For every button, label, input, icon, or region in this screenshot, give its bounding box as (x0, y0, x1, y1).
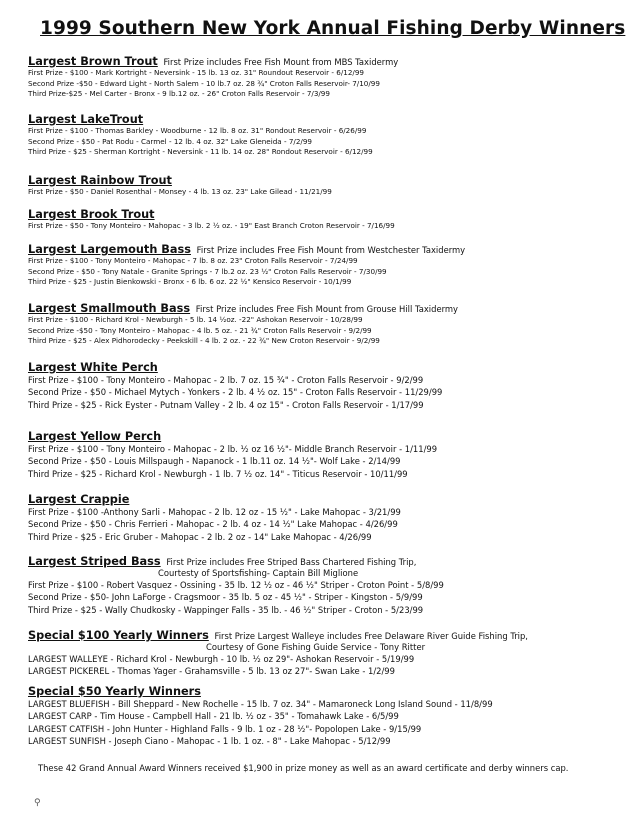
section-header (28, 362, 622, 374)
section-rainbow-trout (28, 175, 622, 198)
section-lake-trout (28, 114, 622, 158)
prize-line: Second Prize - $50 - Michael Mytych - Yonkers - 2 lb. 4 ½ oz. 15" - Croton Falls Reservoir - 11/29/99 (28, 387, 443, 398)
section-sub-note: Courtesy of Gone Fishing Guide Service - Tony Ritter (206, 642, 426, 652)
prize-line: First Prize - $100 - Tony Monteiro - Mahopac - 2 lb. ½ oz 16 ½"- Middle Branch Reservoir - 1/11/99 (28, 444, 438, 454)
prize-line: Second Prize - $50 - Pat Rodu - Carmel - 12 lb. 4 oz. 32" Lake Gleneida - 7/2/99 (28, 136, 312, 146)
section-brown-trout (28, 56, 622, 100)
prize-line: First Prize - $100 - Thomas Barkley - Woodburne - 12 lb. 8 oz. 31" Rondout Reservoir - 6/26/99 (28, 126, 367, 135)
section-yellow-perch (28, 431, 622, 480)
section-header (28, 686, 622, 698)
section-header (28, 209, 622, 221)
prize-line: LARGEST SUNFISH - Joseph Ciano - Mahopac - 1 lb. 1 oz. - 8" - Lake Mahopac - 5/12/99 (28, 736, 391, 747)
prize-line: LARGEST CARP - Tim House - Campbell Hall - 21 lb. ½ oz - 35" - Tomahawk Lake - 6/5/99 (28, 711, 399, 722)
section-special-100 (28, 630, 622, 678)
section-heading: Largest Largemouth Bass (28, 243, 191, 256)
footer-summary: These 42 Grand Annual Award Winners received $1,900 in prize money as well as an award certificate and derby winners cap. (38, 763, 569, 773)
section-note: First Prize includes Free Fish Mount from MBS Taxidermy (163, 57, 399, 67)
section-header (28, 244, 622, 256)
prize-line: Third Prize - $25 - Eric Gruber - Mahopac - 2 lb. 2 oz - 14" Lake Mahopac - 4/26/99 (28, 531, 372, 542)
prize-line: First Prize - $100 - Richard Krol - Newburgh - 5 lb. 14 ½oz. -22" Ashokan Reservoir - 10/28/99 (28, 315, 363, 324)
prize-line: Third Prize - $25 - Sherman Kortright - Neversink - 11 lb. 14 oz. 28" Rondout Reservoir - 6/12/99 (28, 147, 373, 157)
prize-line: First Prize - $100 -Anthony Sarli - Mahopac - 2 lb. 12 oz - 15 ½" - Lake Mahopac - 3/21/99 (28, 507, 401, 517)
section-header (28, 431, 622, 443)
prize-line: Third Prize - $25 - Alex Pidhorodecky - Peekskill - 4 lb. 2 oz. - 22 ¾" New Croton Reservoir - 9/2/99 (28, 336, 380, 346)
section-brook-trout (28, 209, 622, 232)
section-heading: Special $50 Yearly Winners (28, 685, 201, 698)
section-smallmouth-bass (28, 303, 622, 347)
prize-line: Second Prize - $50 - Tony Natale - Granite Springs - 7 lb.2 oz. 23 ½" Croton Falls Reservoir - 7/30/99 (28, 266, 387, 276)
section-heading: Largest Striped Bass (28, 555, 161, 568)
prize-line: LARGEST PICKEREL - Thomas Yager - Grahamsville - 5 lb. 13 oz 27"- Swan Lake - 1/2/99 (28, 666, 395, 677)
section-header (28, 630, 622, 642)
section-sub-note: Courtesty of Sportsfishing- Captain Bill Miglione (158, 568, 359, 578)
prize-line: LARGEST BLUEFISH - Bill Sheppard - New Rochelle - 15 lb. 7 oz. 34" - Mamaroneck Long Island Sound - 11/8/99 (28, 699, 493, 709)
section-header (28, 556, 622, 568)
prize-line: LARGEST CATFISH - John Hunter - Highland Falls - 9 lb. 1 oz - 28 ½"- Popolopen Lake - 9/15/99 (28, 723, 422, 734)
prize-line: Second Prize - $50 - Louis Millspaugh - Napanock - 1 lb.11 oz. 14 ½"- Wolf Lake - 2/14/99 (28, 456, 401, 467)
prize-line: LARGEST WALLEYE - Richard Krol - Newburgh - 10 lb. ½ oz 29"- Ashokan Reservoir - 5/19/99 (28, 654, 415, 664)
section-heading: Largest Yellow Perch (28, 430, 162, 443)
section-white-perch (28, 362, 622, 411)
section-note: First Prize includes Free Striped Bass Chartered Fishing Trip, (166, 557, 417, 567)
prize-line: Third Prize-$25 - Mel Carter - Bronx - 9 lb.12 oz. - 26" Croton Falls Reservoir - 7/3/99 (28, 89, 330, 99)
prize-line: First Prize - $100 - Tony Monteiro - Mahopac - 7 lb. 8 oz. 23" Croton Falls Reservoir - 7/24/99 (28, 256, 358, 265)
prize-line: Third Prize - $25 - Rick Eyster - Putnam Valley - 2 lb. 4 oz 15" - Croton Falls Reservoir - 1/17/99 (28, 399, 424, 410)
section-largemouth-bass (28, 244, 622, 288)
section-header (28, 56, 622, 68)
prize-line: Second Prize - $50- John LaForge - Cragsmoor - 35 lb. 5 oz - 45 ½" - Striper - Kingston - 5/9/99 (28, 592, 423, 603)
section-heading: Largest Crappie (28, 493, 130, 506)
prize-line: First Prize - $100 - Robert Vasquez - Ossining - 35 lb. 12 ½ oz - 46 ½" Striper - Croton Point - 5/8/99 (28, 580, 444, 590)
prize-line: First Prize - $50 - Daniel Rosenthal - Monsey - 4 lb. 13 oz. 23" Lake Gilead - 11/21/99 (28, 187, 332, 196)
section-note: First Prize includes Free Fish Mount from Westchester Taxidermy (196, 245, 466, 255)
prize-line: Second Prize -$50 - Tony Monteiro - Mahopac - 4 lb. 5 oz. - 21 ¾" Croton Falls Reservoir - 9/2/99 (28, 325, 372, 335)
section-striped-bass (28, 556, 622, 616)
section-header (28, 175, 622, 187)
scan-mark-icon: ⚲ (34, 798, 41, 808)
prize-line: Third Prize - $25 - Richard Krol - Newburgh - 1 lb. 7 ½ oz. 14" - Titicus Reservoir - 10/11/99 (28, 468, 408, 479)
page-title: 1999 Southern New York Annual Fishing Derby Winners (40, 18, 626, 39)
prize-line: Second Prize - $50 - Chris Ferrieri - Mahopac - 2 lb. 4 oz - 14 ½" Lake Mahopac - 4/26/99 (28, 519, 398, 530)
section-heading: Largest Brook Trout (28, 208, 155, 221)
section-heading: Special $100 Yearly Winners (28, 629, 209, 642)
section-header (28, 303, 622, 315)
section-note: First Prize includes Free Fish Mount from Grouse Hill Taxidermy (195, 304, 459, 314)
section-heading: Largest Rainbow Trout (28, 174, 172, 187)
section-header (28, 114, 622, 126)
section-heading: Largest LakeTrout (28, 113, 144, 126)
prize-line: First Prize - $100 - Mark Kortright - Neversink - 15 lb. 13 oz. 31" Roundout Reservoir - 6/12/99 (28, 68, 364, 77)
section-heading: Largest White Perch (28, 361, 158, 374)
prize-line: Second Prize -$50 - Edward Light - North Salem - 10 lb.7 oz. 28 ¾" Croton Falls Reservoir- 7/10/99 (28, 78, 380, 88)
prize-line: First Prize - $50 - Tony Monteiro - Mahopac - 3 lb. 2 ½ oz. - 19" East Branch Croton Reservoir - 7/16/99 (28, 221, 395, 230)
section-crappie (28, 494, 622, 543)
section-special-50 (28, 686, 622, 748)
prize-line: Third Prize - $25 - Wally Chudkosky - Wappinger Falls - 35 lb. - 46 ½" Striper - Croton - 5/23/99 (28, 604, 424, 615)
section-note: First Prize Largest Walleye includes Free Delaware River Guide Fishing Trip, (214, 631, 528, 641)
section-heading: Largest Smallmouth Bass (28, 302, 191, 315)
section-header (28, 494, 622, 506)
section-heading: Largest Brown Trout (28, 55, 158, 68)
prize-line: First Prize - $100 - Tony Monteiro - Mahopac - 2 lb. 7 oz. 15 ¾" - Croton Falls Reservoir - 9/2/99 (28, 375, 424, 385)
prize-line: Third Prize - $25 - Justin Bienkowski - Bronx - 6 lb. 6 oz. 22 ½" Kensico Reservoir - 10/1/99 (28, 277, 352, 287)
